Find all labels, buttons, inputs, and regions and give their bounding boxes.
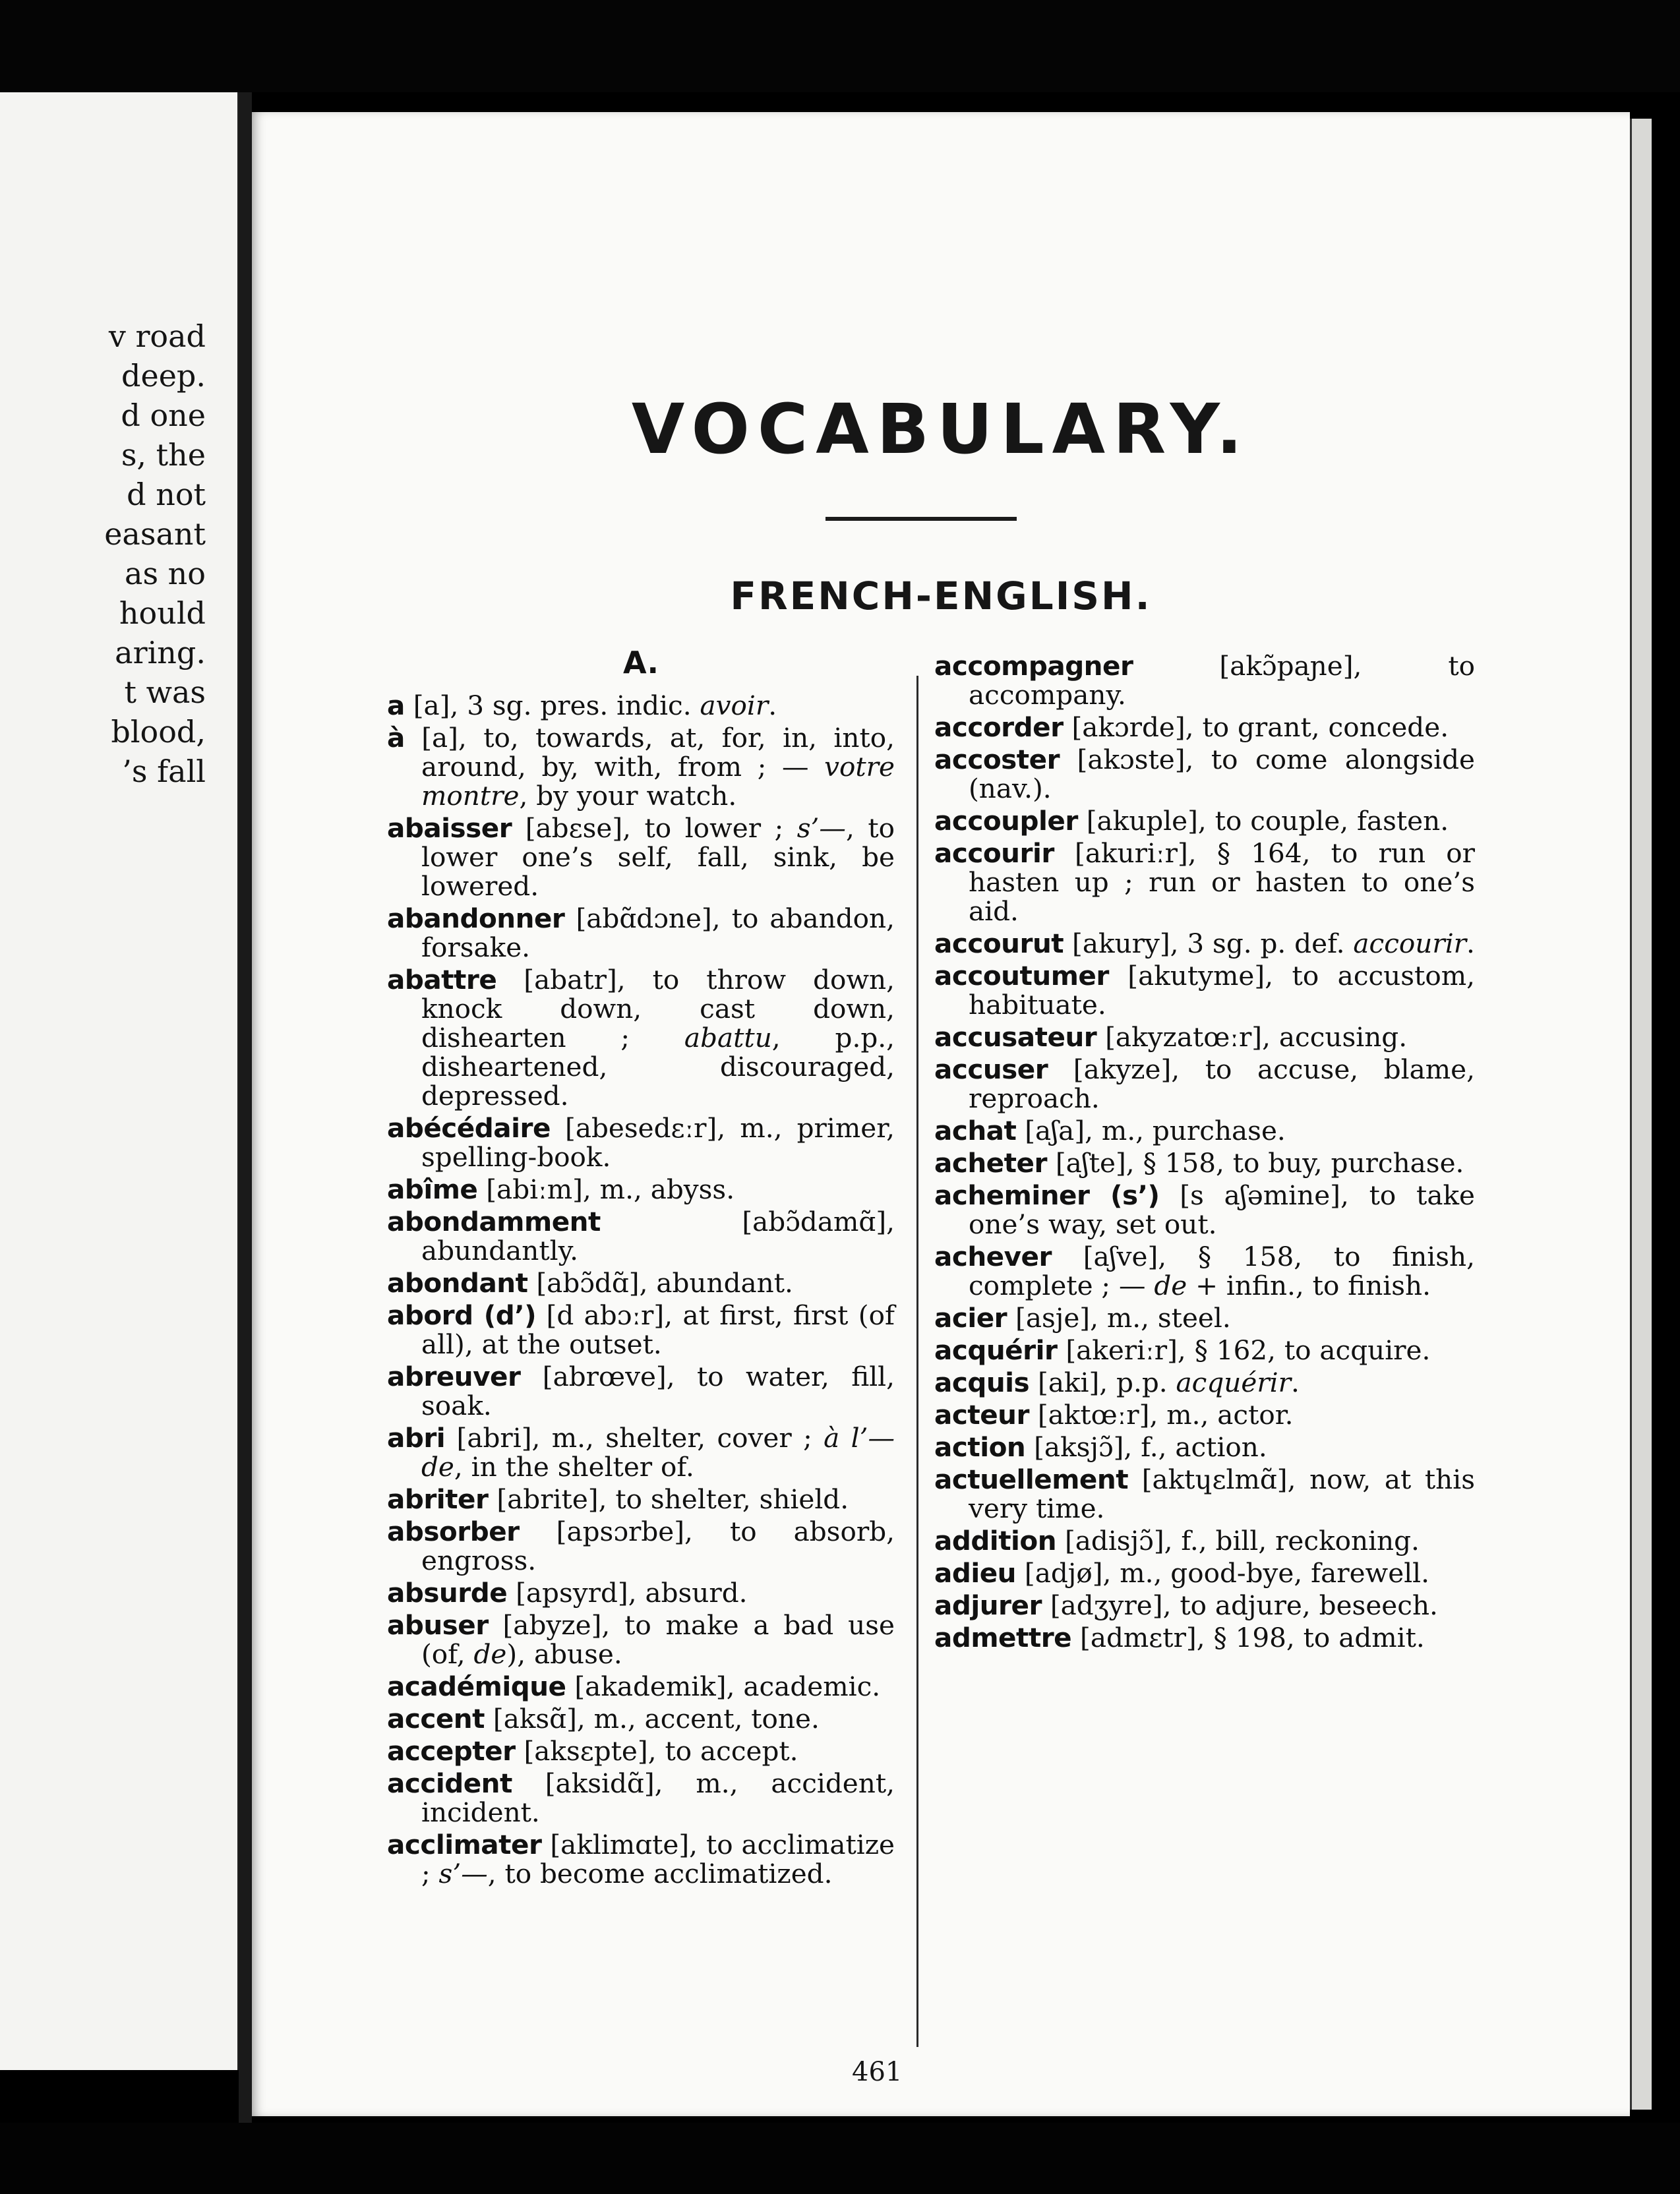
dictionary-entry (934, 1242, 1475, 1300)
entry-headword: addition (934, 1525, 1057, 1557)
facing-page-line: deep. (121, 358, 206, 394)
entry-pronunciation: [adʒyre], (1041, 1589, 1180, 1621)
entry-headword: abri (387, 1422, 446, 1454)
entry-headword: accorder (934, 711, 1064, 743)
entry-definition-cont: ), abuse. (506, 1638, 622, 1670)
entry-pronunciation: [akutyme], (1108, 960, 1292, 992)
dictionary-entry (934, 1400, 1475, 1429)
book-spine (239, 92, 252, 2123)
entry-definition: f., action. (1141, 1431, 1267, 1463)
entry-definition: to acclimatize ; (421, 1829, 895, 1889)
dictionary-entry (387, 904, 895, 962)
entry-headword: abandonner (387, 903, 565, 934)
dictionary-entry (387, 691, 895, 720)
entry-headword: à (387, 722, 405, 754)
entry-pronunciation: [akademik], (566, 1671, 744, 1702)
dictionary-entry (387, 1485, 895, 1514)
entry-headword: actuellement (934, 1464, 1129, 1495)
entry-pronunciation: [d abɔːr], (536, 1299, 683, 1331)
dictionary-entry (387, 1578, 895, 1607)
dictionary-entry (387, 1423, 895, 1481)
dictionary-entry (387, 1207, 895, 1265)
entry-pronunciation: [akeriːr], (1057, 1334, 1195, 1366)
entry-italic-term: de (1154, 1270, 1187, 1301)
entry-italic-term: votre montre (421, 751, 895, 812)
entry-headword: abriter (387, 1483, 489, 1515)
dictionary-entry (934, 1465, 1475, 1523)
entry-headword: acier (934, 1302, 1007, 1334)
entry-pronunciation: [akyze], (1048, 1053, 1205, 1085)
entry-headword: a (387, 690, 405, 721)
entry-definition: now, at this very time. (969, 1464, 1475, 1524)
entry-italic-term: accourir (1353, 928, 1467, 959)
entry-pronunciation: [abrœve], (520, 1361, 697, 1392)
entry-pronunciation: [abɔ̃dɑ̃], (527, 1267, 657, 1299)
entry-definition: m., abyss. (599, 1173, 735, 1205)
entry-definition: to water, fill, soak. (421, 1361, 895, 1421)
entry-definition: to accompany. (969, 650, 1475, 711)
dictionary-entry (387, 1704, 895, 1733)
entry-definition: absurd. (645, 1577, 748, 1609)
entry-headword: absorber (387, 1516, 520, 1547)
entry-headword: abécédaire (387, 1112, 551, 1144)
entry-headword: accourir (934, 837, 1054, 869)
entry-definition: § 164, to run or hasten up ; run or hasten to one’s aid. (969, 837, 1476, 927)
section-subtitle: FRENCH-ENGLISH. (730, 574, 1152, 618)
entry-definition: abundantly. (421, 1235, 578, 1266)
entry-definition: m., primer, spelling-book. (421, 1112, 895, 1173)
dictionary-entry (934, 651, 1475, 709)
entry-definition: m., accent, tone. (593, 1703, 820, 1734)
dictionary-entry (934, 1336, 1475, 1365)
entry-definition: at first, first (of all), at the outset. (421, 1299, 895, 1360)
entry-pronunciation: [abyze], (488, 1609, 625, 1641)
entry-headword: accoupler (934, 805, 1078, 837)
facing-page-line: d not (127, 477, 206, 512)
entry-headword: achat (934, 1115, 1017, 1146)
dictionary-entry (934, 713, 1475, 742)
entry-pronunciation: [aki], (1029, 1367, 1117, 1398)
entry-definition: to grant, concede. (1202, 711, 1449, 743)
facing-page-line: easant (104, 516, 206, 552)
dictionary-entry (934, 839, 1475, 926)
entry-headword: adieu (934, 1557, 1017, 1589)
dictionary-entry (934, 1303, 1475, 1332)
entry-headword: abaisser (387, 812, 512, 844)
entry-headword: accompagner (934, 650, 1133, 682)
dictionary-entry (387, 1736, 895, 1765)
entry-definition: to come alongside (nav.). (969, 744, 1476, 804)
entry-pronunciation: [aksidɑ̃], (512, 1767, 696, 1799)
entry-pronunciation: [aʃa], (1016, 1115, 1102, 1146)
entry-headword: acteur (934, 1399, 1029, 1431)
entry-pronunciation: [aʃte], (1046, 1147, 1143, 1179)
entry-pronunciation: [aklimɑte], (541, 1829, 706, 1860)
entry-definition: to adjure, beseech. (1180, 1589, 1438, 1621)
entry-definition-cont: + infin., to finish. (1187, 1270, 1431, 1301)
entry-pronunciation: [akuple], (1077, 805, 1215, 837)
dictionary-entry (934, 1116, 1475, 1145)
dictionary-entry (934, 961, 1475, 1019)
scan-background-bottom (0, 2123, 1680, 2194)
entry-definition: § 158, to finish, complete ; — (969, 1241, 1475, 1301)
entry-headword: académique (387, 1671, 566, 1702)
entry-italic-term: s’— (796, 812, 846, 844)
entry-definition: m., good-bye, farewell. (1120, 1557, 1429, 1589)
facing-page-line: s, the (121, 437, 206, 473)
facing-page-line: hould (119, 595, 206, 631)
entry-definition: m., steel. (1106, 1302, 1231, 1334)
entry-definition: § 162, to acquire. (1194, 1334, 1431, 1366)
facing-page-left (0, 92, 241, 2070)
entry-headword: accourut (934, 928, 1064, 959)
page-edge (1630, 119, 1652, 2110)
entry-pronunciation: [aksεpte], (515, 1735, 665, 1767)
entry-definition: abundant. (656, 1267, 793, 1299)
dictionary-entry (387, 1175, 895, 1204)
dictionary-entry (934, 1526, 1475, 1555)
entry-italic-term: à l’— de (421, 1422, 895, 1483)
entry-definition-cont: , to lower one’s self, fall, sink, be lowered. (421, 812, 895, 902)
entry-headword: abîme (387, 1173, 478, 1205)
entry-definition: f., bill, reckoning. (1181, 1525, 1420, 1557)
dictionary-entry (387, 1301, 895, 1359)
entry-definition: to make a bad use (of, (421, 1609, 895, 1670)
dictionary-entry (387, 814, 895, 901)
dictionary-entry (934, 1181, 1475, 1239)
entry-pronunciation: [akɔste], (1060, 744, 1211, 775)
dictionary-entry (387, 1611, 895, 1669)
entry-pronunciation: [adjø], (1016, 1557, 1120, 1589)
entry-definition: § 158, to buy, purchase. (1143, 1147, 1464, 1179)
facing-page-line: blood, (111, 714, 206, 750)
entry-definition: m., accident, incident. (421, 1767, 895, 1828)
dictionary-entry (387, 723, 895, 810)
dictionary-entry (387, 965, 895, 1110)
entry-headword: acquis (934, 1367, 1030, 1398)
scan-background-top (0, 0, 1680, 92)
page-number: 461 (852, 2057, 903, 2087)
dictionary-entry (387, 1268, 895, 1297)
dictionary-entry (934, 1023, 1475, 1052)
entry-headword: accoster (934, 744, 1060, 775)
left-column-entries (387, 691, 895, 1891)
dictionary-entry (934, 1055, 1475, 1113)
entry-headword: action (934, 1431, 1026, 1463)
entry-definition: to couple, fasten. (1215, 805, 1449, 837)
entry-pronunciation: [abesedεːr], (550, 1112, 740, 1144)
entry-italic-term: acquérir (1176, 1367, 1291, 1398)
entry-definition-cont: . (768, 690, 777, 721)
entry-pronunciation: [akɔ̃paɲe], (1133, 650, 1449, 682)
entry-definition: to abandon, forsake. (421, 903, 895, 963)
entry-pronunciation: [abri], (445, 1422, 552, 1454)
entry-definition: to shelter, shield. (615, 1483, 849, 1515)
entry-pronunciation: [admεtr], (1071, 1622, 1214, 1653)
dictionary-entry (387, 1113, 895, 1171)
entry-italic-term: abattu (684, 1022, 772, 1053)
entry-definition: to accustom, habituate. (969, 960, 1475, 1021)
entry-definition: § 198, to admit. (1213, 1622, 1425, 1653)
entry-pronunciation: [aktœːr], (1029, 1399, 1167, 1431)
entry-headword: abondant (387, 1267, 528, 1299)
entry-headword: adjurer (934, 1589, 1042, 1621)
entry-headword: accident (387, 1767, 512, 1799)
entry-pronunciation: [abεse], (512, 812, 645, 844)
entry-definition: to, towards, at, for, in, into, around, by, with, from ; — (421, 722, 895, 783)
entry-definition: to absorb, engross. (421, 1516, 895, 1576)
entry-pronunciation: [aksjɔ̃], (1025, 1431, 1141, 1463)
entry-pronunciation: [akyzatœːr], (1096, 1021, 1279, 1053)
entry-headword: abuser (387, 1609, 489, 1641)
entry-definition: accusing. (1278, 1021, 1408, 1053)
facing-page-line: d one (121, 398, 206, 433)
facing-page-line: ’s fall (122, 754, 206, 789)
entry-definition-cont: . (1291, 1367, 1300, 1398)
entry-pronunciation: [adisjɔ̃], (1056, 1525, 1182, 1557)
entry-pronunciation: [aʃve], (1051, 1241, 1198, 1272)
entry-definition-cont: , in the shelter of. (454, 1451, 694, 1483)
facing-page-line: aring. (115, 635, 206, 670)
dictionary-entry (387, 1769, 895, 1827)
entry-pronunciation: [akury], (1064, 928, 1187, 959)
entry-definition: 3 sg. p. def. (1187, 928, 1354, 959)
entry-definition: academic. (743, 1671, 881, 1702)
entry-headword: abord (d’) (387, 1299, 537, 1331)
entry-headword: abondamment (387, 1206, 601, 1237)
facing-page-line: as no (125, 556, 206, 591)
entry-headword: abreuver (387, 1361, 521, 1392)
entry-italic-term: de (473, 1638, 507, 1670)
entry-definition-cont: . (1466, 928, 1475, 959)
dictionary-entry (934, 1591, 1475, 1620)
entry-definition: m., shelter, cover ; (551, 1422, 824, 1454)
dictionary-entry (934, 1558, 1475, 1587)
entry-headword: acquérir (934, 1334, 1058, 1366)
entry-definition-cont: , by your watch. (519, 780, 737, 812)
right-column-entries (934, 651, 1475, 1655)
entry-headword: achever (934, 1241, 1052, 1272)
entry-definition-cont: , p.p., disheartened, discouraged, depressed. (421, 1022, 895, 1112)
entry-definition: m., actor. (1166, 1399, 1294, 1431)
entry-definition: 3 sg. pres. indic. (467, 690, 700, 721)
facing-page-line: t was (124, 674, 206, 710)
entry-pronunciation: [s aʃəmine], (1159, 1179, 1369, 1211)
entry-pronunciation: [abɔ̃damɑ̃], (600, 1206, 895, 1237)
entry-headword: accusateur (934, 1021, 1097, 1053)
entry-headword: admettre (934, 1622, 1072, 1653)
entry-definition: m., purchase. (1101, 1115, 1286, 1146)
entry-headword: abattre (387, 964, 497, 995)
letter-heading: A. (623, 645, 659, 680)
entry-headword: acclimater (387, 1829, 542, 1860)
dictionary-entry (934, 745, 1475, 803)
entry-definition: to accept. (665, 1735, 798, 1767)
entry-definition: to lower ; (644, 812, 797, 844)
entry-pronunciation: [aksɑ̃], (485, 1703, 594, 1734)
entry-italic-term: avoir (700, 690, 769, 721)
dictionary-entry (387, 1830, 895, 1888)
dictionary-entry (387, 1672, 895, 1701)
entry-definition: p.p. (1116, 1367, 1176, 1398)
entry-italic-term: s’— (438, 1858, 488, 1889)
entry-pronunciation: [akɔrde], (1063, 711, 1203, 743)
dictionary-entry (387, 1517, 895, 1575)
entry-headword: acheminer (s’) (934, 1179, 1160, 1211)
entry-pronunciation: [apsɔrbe], (519, 1516, 730, 1547)
entry-headword: accepter (387, 1735, 516, 1767)
dictionary-entry (934, 1433, 1475, 1462)
facing-page-text-fragments (104, 316, 206, 791)
entry-pronunciation: [a], (404, 690, 467, 721)
entry-pronunciation: [asje], (1007, 1302, 1107, 1334)
dictionary-entry (934, 1368, 1475, 1397)
entry-pronunciation: [abiːm], (477, 1173, 600, 1205)
dictionary-entry (934, 929, 1475, 958)
entry-headword: accoutumer (934, 960, 1109, 992)
entry-pronunciation: [a], (404, 722, 484, 754)
dictionary-entry (934, 806, 1475, 835)
vocabulary-page (252, 112, 1630, 2116)
dictionary-entry (387, 1362, 895, 1420)
title-rule (825, 517, 1017, 521)
column-divider (916, 676, 918, 2047)
entry-pronunciation: [abrite], (488, 1483, 616, 1515)
entry-headword: accuser (934, 1053, 1048, 1085)
entry-headword: absurde (387, 1577, 508, 1609)
entry-definition: to accuse, blame, reproach. (969, 1053, 1475, 1114)
entry-definition: to take one’s way, set out. (969, 1179, 1475, 1240)
facing-page-line: v road (108, 318, 206, 354)
page-title: VOCABULARY. (631, 389, 1251, 469)
entry-headword: acheter (934, 1147, 1047, 1179)
entry-definition-cont: , to become acclimatized. (487, 1858, 833, 1889)
entry-pronunciation: [abatr], (496, 964, 653, 995)
entry-definition: to throw down, knock down, cast down, dishearten ; (421, 964, 895, 1053)
entry-pronunciation: [abɑ̃dɔne], (564, 903, 732, 934)
dictionary-entry (934, 1623, 1475, 1652)
entry-pronunciation: [akuriːr], (1054, 837, 1217, 869)
dictionary-entry (934, 1148, 1475, 1177)
entry-headword: accent (387, 1703, 485, 1734)
entry-pronunciation: [apsyrd], (507, 1577, 645, 1609)
entry-pronunciation: [aktɥεlmɑ̃], (1128, 1464, 1310, 1495)
